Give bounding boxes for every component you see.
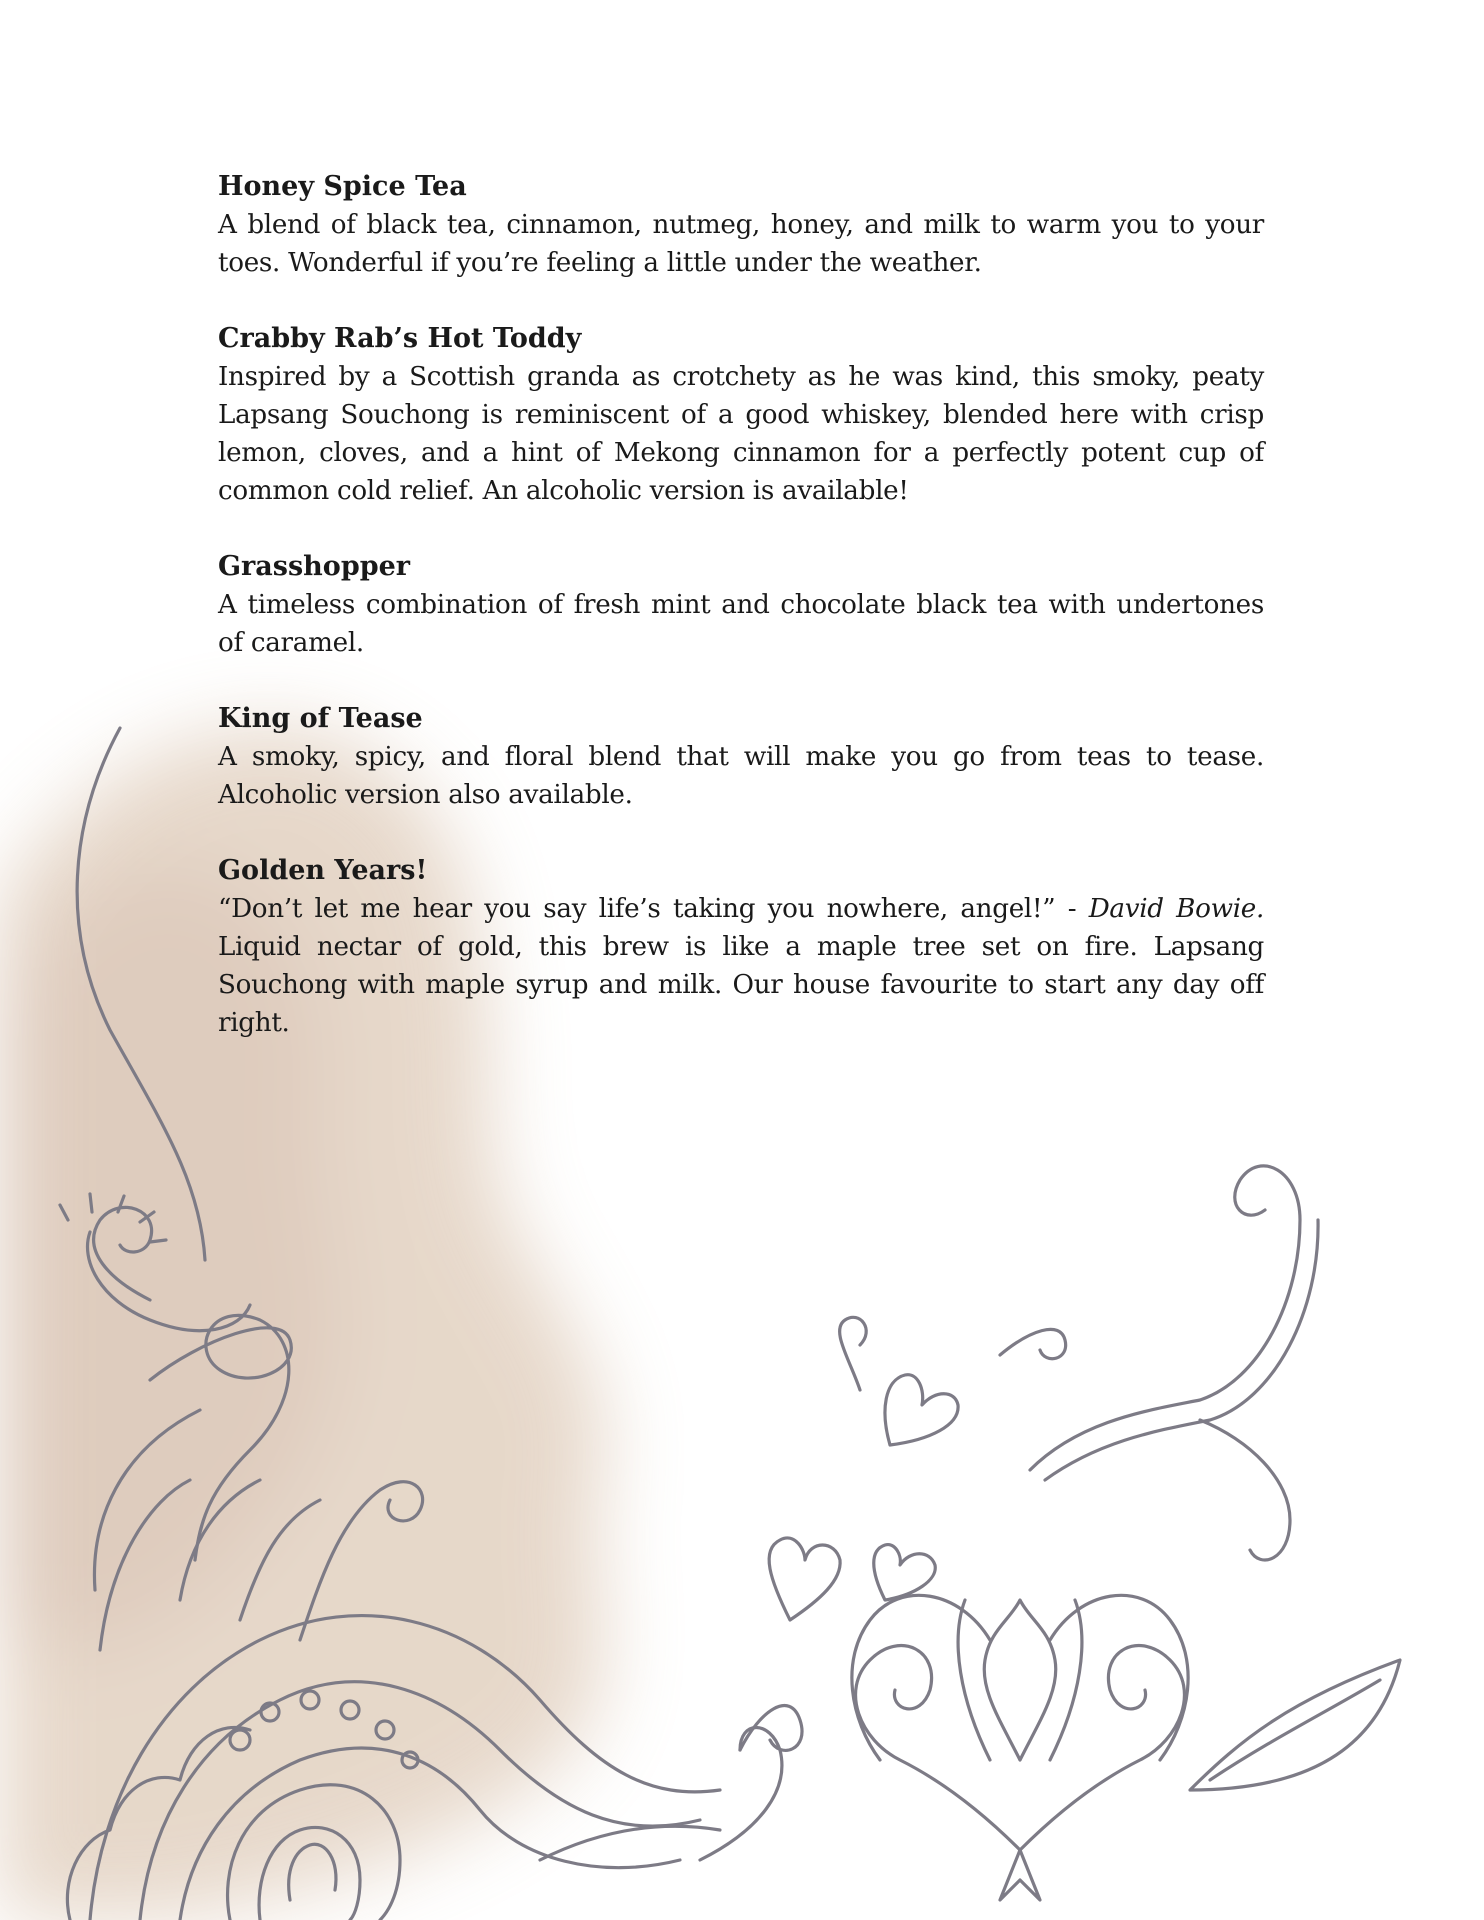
vine-stroke <box>77 728 205 1260</box>
menu-item-grasshopper <box>218 548 1264 662</box>
heart-icon <box>769 1538 840 1620</box>
menu-item-king-of-tease <box>218 700 1264 814</box>
pomegranate-ornament <box>856 1646 1020 1850</box>
swirl-icon <box>1000 1329 1066 1358</box>
menu-item-quote: “Don’t let me hear you say life’s taking you nowhere, angel!” - <box>218 894 1089 924</box>
menu-item-golden-years <box>218 852 1264 1042</box>
menu-item-description: Inspired by a Scottish granda as crotchety as he was kind, this smoky, peaty Lapsang Souchong is reminiscent of a good whiskey, blended here with crisp lemon, cloves, and a hint of Mekong cinnamon for a perfectly potent cup of common cold relief. An alcoholic version is available! <box>218 362 1264 506</box>
menu-item-title: Golden Years! <box>218 855 428 886</box>
heart-icon <box>885 1375 958 1445</box>
menu-item-description: A blend of black tea, cinnamon, nutmeg, honey, and milk to warm you to your toes. Wonderful if you’re feeling a little under the weather. <box>218 210 1264 278</box>
heart-icon <box>874 1545 936 1600</box>
menu-item-title: King of Tease <box>218 703 423 734</box>
sun-swirl <box>94 1207 152 1300</box>
menu-item-title: Honey Spice Tea <box>218 171 467 202</box>
menu-item-honey-spice-tea <box>218 168 1264 282</box>
menu-item-description-text: Liquid nectar of gold, this brew is like a maple tree set on fire. Lapsang Souchong with maple syrup and milk. Our house favourite to start any day off right. <box>218 932 1264 1038</box>
paisley-fan <box>90 1616 720 1920</box>
right-flourish <box>1030 1166 1300 1470</box>
menu-item-description: A smoky, spicy, and floral blend that will make you go from teas to tease. Alcoholic version also available. <box>218 742 1264 810</box>
shell-outline <box>228 1785 400 1920</box>
swirl-icon <box>840 1317 867 1390</box>
menu-item-quote-author: David Bowie. <box>1088 894 1264 924</box>
menu-item-description <box>218 890 1264 1042</box>
menu-list <box>218 168 1264 1080</box>
leaf-ornament <box>1190 1660 1400 1790</box>
menu-item-title: Crabby Rab’s Hot Toddy <box>218 323 582 354</box>
menu-item-crabby-rabs-hot-toddy <box>218 320 1264 510</box>
menu-item-description: A timeless combination of fresh mint and chocolate black tea with undertones of caramel. <box>218 590 1264 658</box>
menu-item-title: Grasshopper <box>218 551 410 582</box>
